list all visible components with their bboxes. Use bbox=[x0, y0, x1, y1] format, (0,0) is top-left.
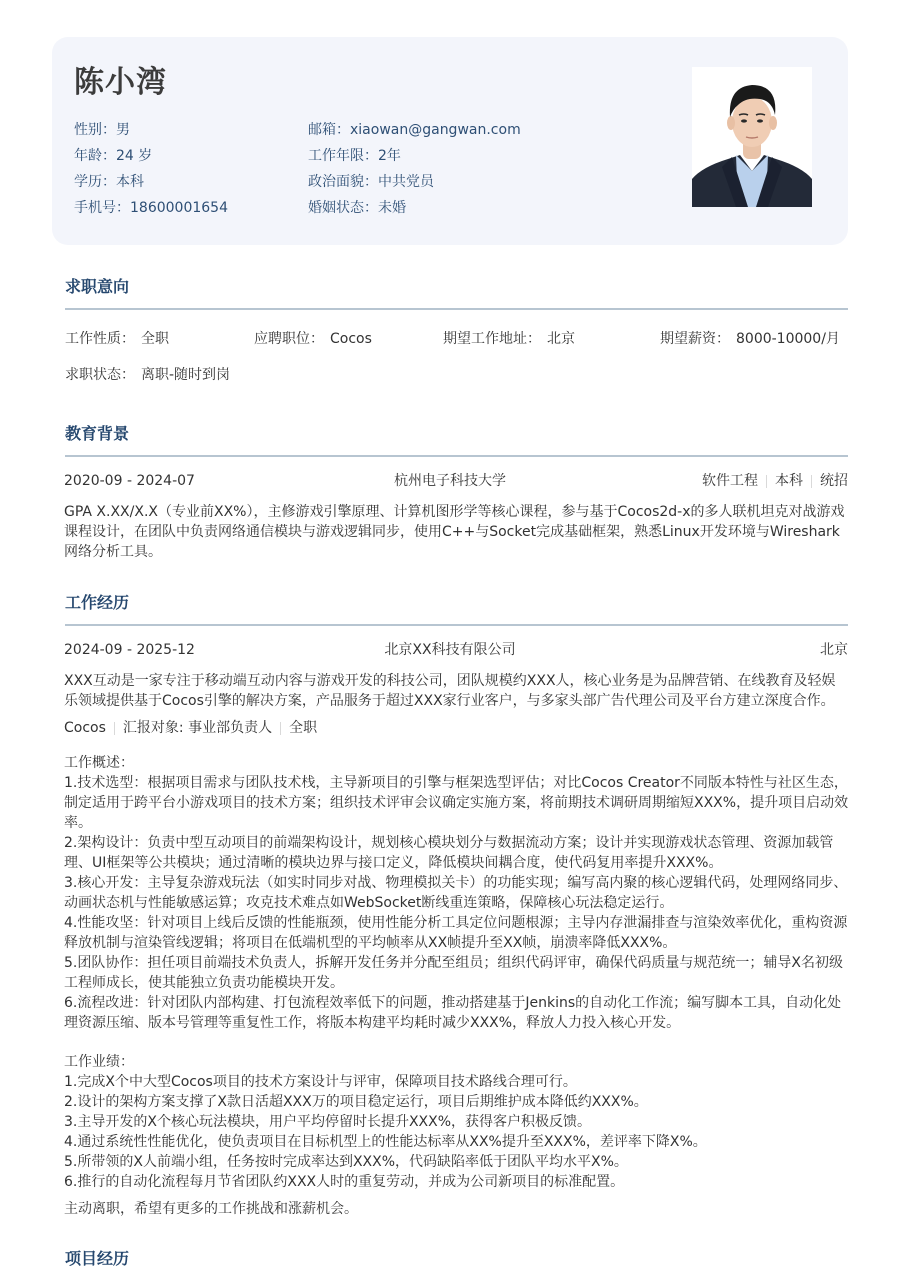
work-achievement-item: 2.设计的架构方案支撑了X款日活超XXX万的项目稳定运行，项目后期维护成本降低约XXX%。 bbox=[64, 1094, 648, 1110]
work-tag-report-to: 汇报对象: 事业部负责人 bbox=[122, 720, 273, 736]
education-tags bbox=[702, 471, 848, 491]
intent-label: 工作性质： bbox=[65, 331, 135, 347]
info-value: 未婚 bbox=[378, 200, 406, 216]
info-label: 年龄： bbox=[74, 148, 116, 164]
work-overview-item: 4.性能攻坚：针对项目上线后反馈的性能瓶颈，使用性能分析工具定位问题根源；主导内存泄漏排查与渲染效率优化，重构资源释放机制与渲染管线逻辑；将项目在低端机型的平均帧率从XX帧提升至XX帧，崩溃率降低XXX%。 bbox=[64, 915, 848, 951]
education-tag-major: 软件工程 bbox=[702, 473, 758, 489]
work-achievements-title: 工作业绩： bbox=[64, 1054, 134, 1070]
intent-value: 离职-随时到岗 bbox=[141, 367, 231, 383]
info-label: 政治面貌： bbox=[308, 174, 378, 190]
section-divider bbox=[65, 455, 848, 457]
info-value[interactable]: xiaowan@gangwan.com bbox=[350, 122, 521, 138]
work-location: 北京 bbox=[820, 642, 848, 658]
info-value: 24 岁 bbox=[116, 148, 153, 164]
profile-photo bbox=[692, 67, 812, 207]
candidate-name: 陈小湾 bbox=[74, 65, 167, 100]
work-period: 2024-09 - 2025-12 bbox=[64, 642, 195, 658]
intent-label: 期望薪资： bbox=[660, 331, 730, 347]
intent-work-type bbox=[65, 329, 169, 349]
intent-status bbox=[65, 365, 230, 385]
tag-separator bbox=[114, 722, 115, 735]
section-title-education: 教育背景 bbox=[65, 424, 130, 443]
info-value: 2年 bbox=[378, 148, 401, 164]
work-achievement-item: 5.所带领的X人前端小组，任务按时完成率达到XXX%，代码缺陷率低于团队平均水平X%。 bbox=[64, 1154, 628, 1170]
profile-card bbox=[52, 37, 848, 245]
intent-label: 应聘职位： bbox=[254, 331, 324, 347]
work-tag-type: 全职 bbox=[289, 720, 318, 736]
info-label: 婚姻状态： bbox=[308, 200, 378, 216]
intent-label: 期望工作地址： bbox=[443, 331, 541, 347]
info-political-status bbox=[308, 172, 434, 192]
intent-value: 北京 bbox=[547, 331, 575, 347]
intent-value: 8000-10000/月 bbox=[736, 331, 840, 347]
work-company-intro: XXX互动是一家专注于移动端互动内容与游戏开发的科技公司，团队规模约XXX人，核心业务是为品牌营销、在线教育及轻娱乐领域提供基于Cocos引擎的解决方案，产品服务于超过XXX家行业客户，与多家头部广告代理公司及平台方建立深度合作。 bbox=[64, 673, 836, 709]
work-leave-reason: 主动离职，希望有更多的工作挑战和涨薪机会。 bbox=[64, 1201, 358, 1217]
info-age bbox=[74, 146, 152, 166]
section-divider bbox=[65, 624, 848, 626]
work-company: 北京XX科技有限公司 bbox=[384, 642, 516, 658]
info-email bbox=[308, 120, 521, 140]
info-label: 手机号： bbox=[74, 200, 130, 216]
info-label: 学历： bbox=[74, 174, 116, 190]
work-overview-item: 2.架构设计：负责中型互动项目的前端架构设计，规划核心模块划分与数据流动方案；设计并实现游戏状态管理、资源加载管理、UI框架等公共模块；通过清晰的模块边界与接口定义，降低模块间耦合度，使代码复用率提升XXX%。 bbox=[64, 835, 834, 871]
info-label: 邮箱： bbox=[308, 122, 350, 138]
info-value: 男 bbox=[116, 122, 130, 138]
work-achievement-item: 3.主导开发的X个核心玩法模块，用户平均停留时长提升XXX%，获得客户积极反馈。 bbox=[64, 1114, 592, 1130]
work-overview-title: 工作概述： bbox=[64, 755, 134, 771]
info-value: 18600001654 bbox=[130, 200, 228, 216]
portrait-illustration bbox=[692, 67, 812, 207]
info-phone bbox=[74, 198, 228, 218]
work-tags bbox=[64, 718, 317, 738]
section-title-job-intent: 求职意向 bbox=[65, 277, 130, 296]
intent-label: 求职状态： bbox=[65, 367, 135, 383]
info-value: 中共党员 bbox=[378, 174, 434, 190]
work-overview-item: 5.团队协作：担任项目前端技术负责人，拆解开发任务并分配至组员；组织代码评审，确保代码质量与规范统一；辅导X名初级工程师成长，使其能独立负责功能模块开发。 bbox=[64, 955, 843, 991]
intent-value: Cocos bbox=[330, 331, 372, 347]
tag-separator bbox=[766, 475, 767, 488]
education-school: 杭州电子科技大学 bbox=[394, 473, 506, 489]
work-achievement-item: 1.完成X个中大型Cocos项目的技术方案设计与评审，保障项目技术路线合理可行。 bbox=[64, 1074, 577, 1090]
work-overview-item: 6.流程改进：针对团队内部构建、打包流程效率低下的问题，推动搭建基于Jenkins的自动化工作流；编写脚本工具，自动化处理资源压缩、版本号管理等重复性工作，将版本构建平均耗时减少XXX%，释放人力投入核心开发。 bbox=[64, 995, 842, 1031]
section-title-projects: 项目经历 bbox=[65, 1249, 130, 1268]
info-label: 性别： bbox=[74, 122, 116, 138]
info-education bbox=[74, 172, 144, 192]
intent-location bbox=[443, 329, 575, 349]
section-divider bbox=[65, 308, 848, 310]
work-overview bbox=[64, 753, 849, 1033]
intent-value: 全职 bbox=[141, 331, 169, 347]
info-gender bbox=[74, 120, 130, 140]
work-achievements bbox=[64, 1052, 849, 1192]
education-tag-enrollment: 统招 bbox=[820, 473, 848, 489]
info-marital-status bbox=[308, 198, 406, 218]
work-achievement-item: 4.通过系统性性能优化，使负责项目在目标机型上的性能达标率从XX%提升至XXX%，差评率下降X%。 bbox=[64, 1134, 707, 1150]
tag-separator bbox=[280, 722, 281, 735]
intent-salary bbox=[660, 329, 840, 349]
education-description: GPA X.XX/X.X（专业前XX%），主修游戏引擎原理、计算机图形学等核心课程，参与基于Cocos2d-x的多人联机坦克对战游戏课程设计，在团队中负责网络通信模块与游戏逻辑同步，使用C++与Socket完成基础框架，熟悉Linux开发环境与Wireshark网络分析工具。 bbox=[64, 504, 845, 560]
section-title-work: 工作经历 bbox=[65, 593, 130, 612]
info-value: 本科 bbox=[116, 174, 144, 190]
education-period: 2020-09 - 2024-07 bbox=[64, 473, 195, 489]
info-work-years bbox=[308, 146, 401, 166]
tag-separator bbox=[811, 475, 812, 488]
education-tag-degree: 本科 bbox=[775, 473, 803, 489]
work-achievement-item: 6.推行的自动化流程每月节省团队约XXX人时的重复劳动，并成为公司新项目的标准配置。 bbox=[64, 1174, 625, 1190]
intent-position bbox=[254, 329, 372, 349]
work-overview-item: 1.技术选型：根据项目需求与团队技术栈，主导新项目的引擎与框架选型评估；对比Cocos Creator不同版本特性与社区生态，制定适用于跨平台小游戏项目的技术方案；组织技术评审会议确定实施方案，将前期技术调研周期缩短XXX%，提升项目启动效率。 bbox=[64, 775, 849, 831]
info-label: 工作年限： bbox=[308, 148, 378, 164]
work-tag-tech: Cocos bbox=[64, 720, 106, 736]
work-overview-item: 3.核心开发：主导复杂游戏玩法（如实时同步对战、物理模拟关卡）的功能实现；编写高内聚的核心逻辑代码，处理网络同步、动画状态机与性能敏感运算；攻克技术难点如WebSocket断线重连策略，保障核心玩法稳定运行。 bbox=[64, 875, 848, 911]
